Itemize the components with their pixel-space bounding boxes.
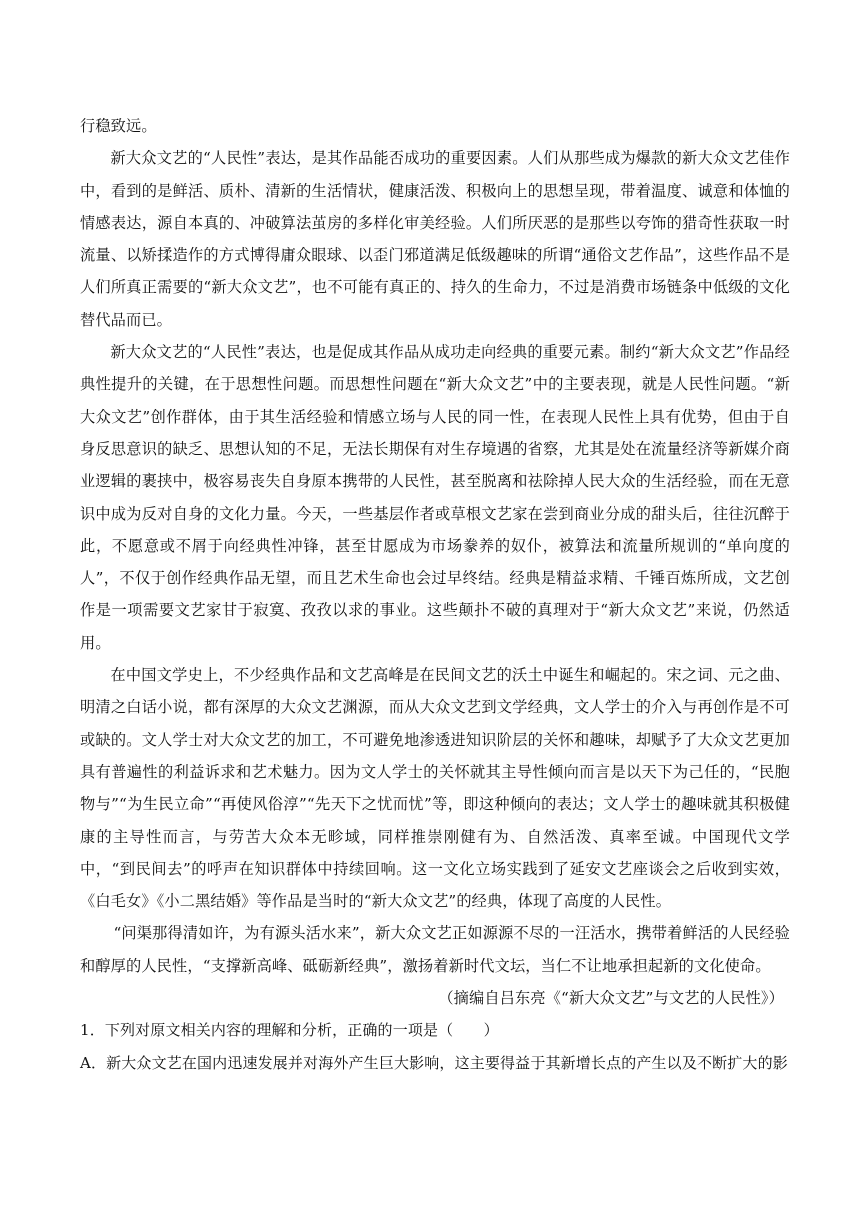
source-citation: （摘编自吕东亮《“新大众文艺”与文艺的人民性》）: [438, 989, 784, 1008]
option-a: A．新大众文艺在国内迅速发展并对海外产生巨大影响，这主要得益于其新增长点的产生以及不断扩大的影: [80, 1053, 788, 1072]
question-1: 1．下列对原文相关内容的理解和分析，正确的一项是（ ）: [80, 1021, 499, 1040]
paragraph-literary-history: 在中国文学史上，不少经典作品和文艺高峰是在民间文艺的沃土中诞生和崛起的。宋之词、元之曲、明清之白话小说，都有深厚的大众文艺渊源，而从大众文艺到文学经典，文人学士的介入与再创作是不可或缺的。文人学士对大众文艺的加工，不可避免地渗透进知识阶层的关怀和趣味，却赋予了大众文艺更加具有普遍性的利益诉求和艺术魅力。因为文人学士的关怀就其主导性倾向而言是以天下为己任的，“民胞物与”“为生民立命”“再使风俗淳”“先天下之忧而忧”等，即这种倾向的表达；文人学士的趣味就其积极健康的主导性而言，与劳苦大众本无畛域，同样推崇刚健有为、自然活泼、真率至诚。中国现代文学中，“到民间去”的呼声在知识群体中持续回响。这一文化立场实践到了延安文艺座谈会之后收到实效，《白毛女》《小二黑结婚》等作品是当时的“新大众文艺”的经典，体现了高度的人民性。: [80, 666, 790, 911]
paragraph-people-nature-success: 新大众文艺的“人民性”表达，是其作品能否成功的重要因素。人们从那些成为爆款的新大众文艺佳作中，看到的是鲜活、质朴、清新的生活情状，健康活泼、积极向上的思想呈现，带着温度、诚意和体恤的情感表达，源自本真的、冲破算法茧房的多样化审美经验。人们所厌恶的是那些以夸饰的猎奇性获取一时流量、以矫揉造作的方式博得庸众眼球、以歪门邪道满足低级趣味的所谓“通俗文艺作品”，这些作品不是人们所真正需要的“新大众文艺”，也不可能有真正的、持久的生命力，不过是消费市场链条中低级的文化替代品而已。: [80, 149, 790, 329]
paragraph-continuation: 行稳致远。: [80, 117, 157, 135]
document-body: [80, 110, 790, 1079]
paragraph-people-nature-classic: 新大众文艺的“人民性”表达，也是促成其作品从成功走向经典的重要元素。制约“新大众文艺”作品经典性提升的关键，在于思想性问题。而思想性问题在“新大众文艺”中的主要表现，就是人民性问题。“新大众文艺”创作群体，由于其生活经验和情感立场与人民的同一性，在表现人民性上具有优势，但由于自身反思意识的缺乏、思想认知的不足，无法长期保有对生存境遇的省察，尤其是处在流量经济等新媒介商业逻辑的裹挟中，极容易丧失自身原本携带的人民性，甚至脱离和祛除掉人民大众的生活经验，而在无意识中成为反对自身的文化力量。今天，一些基层作者或草根文艺家在尝到商业分成的甜头后，往往沉醉于此，不愿意或不屑于向经典性冲锋，甚至甘愿成为市场豢养的奴仆，被算法和流量所规训的“单向度的人”，不仅于创作经典作品无望，而且艺术生命也会过早终结。经典是精益求精、千锤百炼所成，文艺创作是一项需要文艺家甘于寂寞、孜孜以求的事业。这些颠扑不破的真理对于“新大众文艺”来说，仍然适用。: [80, 343, 790, 652]
paragraph-conclusion: “问渠那得清如许，为有源头活水来”，新大众文艺正如源源不尽的一汪活水，携带着鲜活的人民经验和醇厚的人民性，“支撑新高峰、砥砺新经典”，激扬着新时代文坛，当仁不让地承担起新的文化使命。: [80, 924, 790, 975]
